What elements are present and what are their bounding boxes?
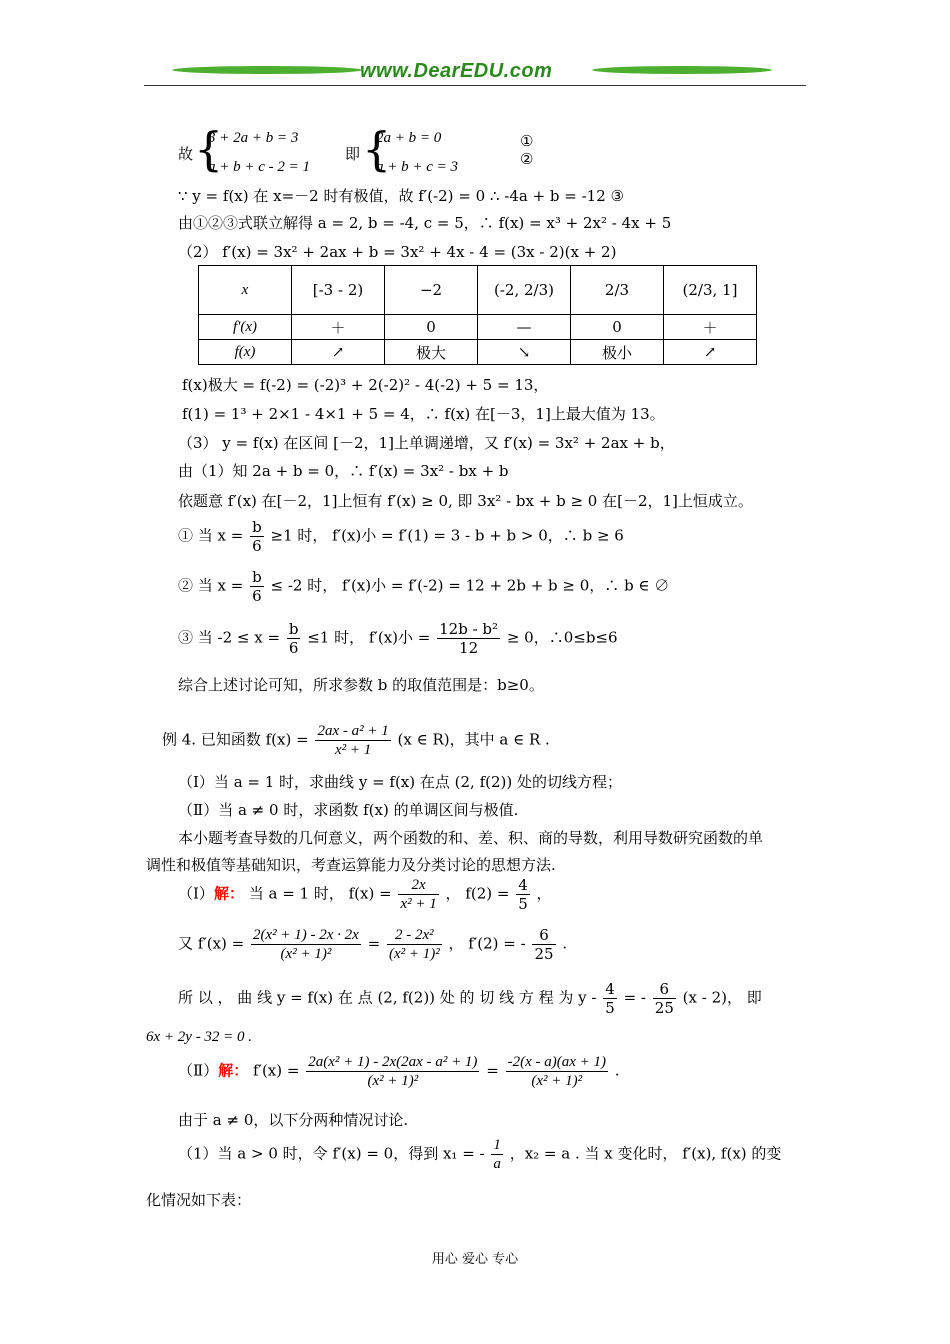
fraction-denominator: 6: [252, 537, 262, 555]
system-mark2: ②: [520, 150, 534, 168]
header-leaf-left: [172, 66, 362, 74]
table-header-cell: 2/3: [571, 266, 664, 315]
table-cell: 极大: [385, 340, 478, 365]
line-f1: f(1) = 1³ + 2×1 - 4×1 + 5 = 4，∴ f(x) 在[－3，1]上最大值为 13。: [182, 405, 665, 423]
solution-part2-c: .: [614, 1061, 620, 1080]
solution-part1-fraction: [398, 876, 438, 913]
line-extremum: ∵ y = f(x) 在 x=－2 时有极值，故 f′(-2) = 0 ∴ -4a + b = -12 ③: [178, 187, 624, 205]
page-footer: 用心 爱心 专心: [431, 1252, 519, 1267]
system-eq2: a + b + c - 2 = 1: [208, 159, 311, 175]
case-3-post: ≥ 0，∴0≤b≤6: [506, 628, 618, 647]
solution-derivative: [178, 926, 567, 963]
fraction-numerator: 6: [653, 980, 676, 999]
fraction-denominator: 6: [288, 639, 299, 657]
solution-derivative-fraction-c: [532, 926, 555, 963]
table-cell: —: [478, 315, 571, 340]
fraction-denominator: (x² + 1)²: [367, 1073, 419, 1089]
table-cell: ＋: [292, 315, 385, 340]
solution-case1-b: ，x₂ = a . 当 x 变化时， f′(x), f(x) 的变: [509, 1144, 782, 1163]
table-row-label: f′(x): [199, 315, 292, 340]
fraction-numerator: 2a(x² + 1) - 2x(2ax - a² + 1): [308, 1054, 478, 1070]
brace-right: {: [362, 122, 392, 176]
example4-tail: (x ∈ R)，其中 a ∈ R .: [397, 730, 550, 749]
table-header-cell: (-2, 2/3): [478, 266, 571, 315]
solution-part2-fraction-b: [506, 1053, 608, 1090]
table-cell: 极小: [571, 340, 664, 365]
table-cell: ↗: [292, 340, 385, 365]
line-from1: 由（1）知 2a + b = 0，∴ f′(x) = 3x² - bx + b: [178, 462, 509, 480]
fraction-numerator: 2 - 2x²: [387, 926, 442, 945]
header-rule: [144, 85, 806, 86]
fraction-numerator: 4: [605, 980, 615, 998]
case-2-pre: ② 当 x =: [178, 576, 244, 595]
solution-part1-fraction-b: [516, 876, 530, 913]
solution-part1-a: 当 a = 1 时， f(x) =: [248, 884, 392, 903]
case-1-pre: ① 当 x =: [178, 526, 244, 545]
solution-cases-intro: 由于 a ≠ 0，以下分两种情况讨论.: [178, 1111, 409, 1129]
system-eq3: 2a + b = 0: [376, 130, 442, 146]
table-row: [199, 340, 757, 365]
solution-derivative-b: =: [367, 934, 381, 953]
solution-derivative-c: ， f′(2) = -: [448, 934, 526, 953]
solution-tangent-b: = -: [623, 988, 646, 1007]
example4-q1: （Ⅰ）当 a = 1 时，求曲线 y = f(x) 在点 (2, f(2)) 处的切线方程；: [178, 773, 623, 791]
example4-fraction: [315, 722, 390, 759]
line-solve: 由①②③式联立解得 a = 2, b = -4, c = 5，∴ f(x) = x³ + 2x² - 4x + 5: [178, 214, 672, 232]
example4-q2: （Ⅱ）当 a ≠ 0 时，求函数 f(x) 的单调区间与极值.: [178, 801, 519, 819]
case-1: [178, 518, 624, 555]
system-mid: 即: [345, 145, 361, 163]
example4-statement: [162, 722, 550, 759]
solution-tangent: [178, 980, 762, 1017]
solution-derivative-fraction-b: [387, 926, 442, 963]
fraction-denominator: (x² + 1)²: [280, 946, 332, 962]
example4-desc2: 调性和极值等基础知识，考查运算能力及分类讨论的思想方法.: [146, 856, 556, 874]
fraction-denominator: 6: [252, 587, 262, 605]
solution-part2-fraction: [306, 1053, 479, 1090]
case-2: [178, 568, 669, 605]
fraction-denominator: 12: [459, 639, 479, 657]
header-leaf-right: [592, 66, 772, 74]
fraction-numerator: 2x: [398, 876, 438, 895]
solution-label: 解：: [213, 884, 244, 903]
table-header-cell: x: [199, 266, 292, 315]
solution-tangent-fraction: [603, 980, 617, 1017]
header-logo: www.DearEDU.com: [360, 60, 553, 82]
case-2-post: ≤ -2 时， f′(x)小 = f′(-2) = 12 + 2b + b ≥ 0，∴ b ∈ ∅: [270, 576, 670, 595]
table-header-cell: (2/3, 1]: [664, 266, 757, 315]
fraction-denominator: 5: [518, 895, 528, 913]
fraction-denominator: 25: [534, 945, 554, 963]
fraction-numerator: 1: [493, 1137, 501, 1153]
table-header-cell: [-3 - 2): [292, 266, 385, 315]
solution-tangent-c: (x - 2)， 即: [682, 988, 762, 1007]
case-3-fraction-b: [437, 620, 500, 657]
solution-label: 解：: [218, 1061, 249, 1080]
brace-left: {: [194, 122, 224, 176]
case-3-mid: ≤1 时， f′(x)小 =: [307, 628, 431, 647]
table-cell: ↗: [664, 340, 757, 365]
fraction-denominator: x² + 1: [334, 742, 372, 758]
variation-table: [198, 265, 757, 365]
system-lead: 故: [178, 145, 194, 163]
system-mark1: ①: [520, 132, 534, 150]
table-header-cell: −2: [385, 266, 478, 315]
solution-case1: [178, 1136, 781, 1173]
solution-part2: [178, 1053, 620, 1090]
solution-derivative-d: .: [562, 934, 568, 953]
example4-desc1: 本小题考查导数的几何意义，两个函数的和、差、积、商的导数，利用导数研究函数的单: [178, 829, 764, 847]
table-cell: 0: [385, 315, 478, 340]
fraction-numerator: b: [252, 518, 262, 536]
solution-tangent-fraction-b: [653, 980, 676, 1017]
case-1-fraction: [250, 518, 264, 555]
system-eq4: a + b + c = 3: [376, 159, 459, 175]
solution-derivative-fraction: [251, 926, 361, 963]
solution-part2-b: =: [486, 1061, 499, 1080]
table-row-label: f(x): [199, 340, 292, 365]
line-part3: （3） y = f(x) 在区间 [－2，1]上单调递增，又 f′(x) = 3x² + 2ax + b，: [178, 434, 675, 452]
table-cell: 0: [571, 315, 664, 340]
fraction-numerator: 12b - b²: [439, 620, 499, 638]
solution-part2-index: （Ⅱ）: [178, 1061, 219, 1080]
fraction-numerator: b: [252, 568, 262, 586]
solution-part2-a: f′(x) =: [253, 1061, 300, 1080]
fraction-numerator: 2(x² + 1) - 2x · 2x: [253, 927, 359, 943]
case-1-post: ≥1 时， f′(x)小 = f′(1) = 3 - b + b > 0，∴ b ≥ 6: [270, 526, 624, 545]
fraction-numerator: 6: [532, 926, 555, 945]
table-cell: ↘: [478, 340, 571, 365]
fraction-denominator: (x² + 1)²: [388, 946, 440, 962]
table-row: [199, 266, 757, 315]
solution-tangent-line: 6x + 2y - 32 = 0 .: [146, 1029, 253, 1045]
fraction-numerator: -2(x - a)(ax + 1): [507, 1054, 606, 1070]
table-cell: ＋: [664, 315, 757, 340]
line-conclusion: 综合上述讨论可知，所求参数 b 的取值范围是：b≥0。: [178, 676, 544, 694]
line-max-value: f(x)极大 = f(-2) = (-2)³ + 2(-2)² - 4(-2) + 5 = 13，: [182, 376, 549, 394]
solution-table-intro: 化情况如下表：: [146, 1191, 252, 1209]
solution-tangent-a: 所 以 ， 曲 线 y = f(x) 在 点 (2, f(2)) 处 的 切 线 方 程 为 y -: [178, 988, 597, 1007]
line-derivative: （2） f′(x) = 3x² + 2ax + b = 3x² + 4x - 4 = (3x - 2)(x + 2): [178, 243, 617, 261]
solution-part1-index: （Ⅰ）: [178, 884, 214, 903]
system-eq1: 3 + 2a + b = 3: [208, 130, 299, 146]
case-3-pre: ③ 当 -2 ≤ x =: [178, 628, 281, 647]
solution-part1-b: ， f(2) =: [445, 884, 510, 903]
solution-case1-a: （1）当 a > 0 时，令 f′(x) = 0，得到 x₁ = -: [178, 1144, 485, 1163]
case-2-fraction: [250, 568, 264, 605]
solution-part1: [178, 876, 552, 913]
fraction-denominator: (x² + 1)²: [531, 1073, 583, 1089]
example4-lead: 例 4. 已知函数 f(x) =: [162, 730, 309, 749]
fraction-numerator: 2ax - a² + 1: [317, 723, 389, 739]
solution-derivative-a: 又 f′(x) =: [178, 934, 245, 953]
fraction-numerator: b: [288, 620, 299, 638]
line-condition: 依题意 f′(x) 在[－2，1]上恒有 f′(x) ≥ 0, 即 3x² - bx + b ≥ 0 在[－2，1]上恒成立。: [178, 492, 753, 510]
fraction-numerator: 4: [518, 876, 528, 894]
case-3-fraction: [287, 620, 301, 657]
fraction-denominator: a: [493, 1156, 501, 1172]
solution-case1-fraction: [491, 1136, 503, 1173]
table-row: [199, 315, 757, 340]
case-3: [178, 620, 618, 657]
solution-part1-c: ，: [536, 884, 552, 903]
fraction-denominator: 5: [605, 999, 615, 1017]
fraction-denominator: x² + 1: [400, 896, 437, 912]
fraction-denominator: 25: [654, 999, 674, 1017]
